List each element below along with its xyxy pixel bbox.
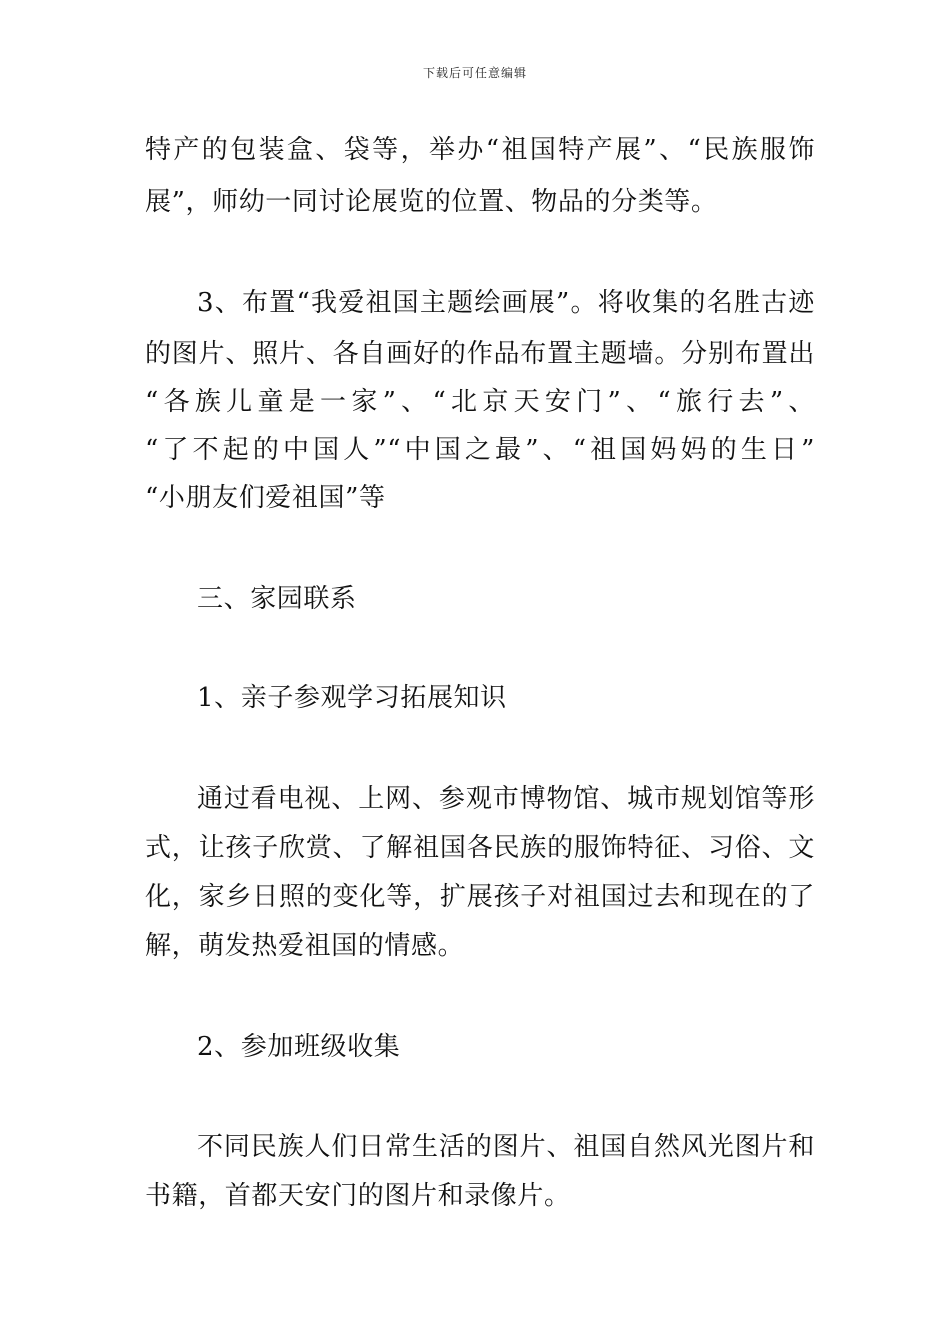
text-line: 式，让孩子欣赏、了解祖国各民族的服饰特征、习俗、文	[145, 833, 815, 863]
subsection-heading: 1、亲子参观学习拓展知识	[197, 683, 507, 713]
text-line: 解，萌发热爱祖国的情感。	[145, 931, 465, 961]
text-line: 的图片、照片、各自画好的作品布置主题墙。分别布置出	[145, 339, 815, 369]
text-line: 不同民族人们日常生活的图片、祖国自然风光图片和	[197, 1132, 815, 1162]
text-line: 展”，师幼一同讨论展览的位置、物品的分类等。	[145, 187, 718, 217]
text-line: 3、布置“我爱祖国主题绘画展”。将收集的名胜古迹	[197, 288, 815, 318]
text-line: 特产的包装盒、袋等，举办“祖国特产展”、“民族服饰	[145, 135, 815, 165]
text-line: “各族儿童是一家”、“北京天安门”、“旅行去”、	[145, 387, 815, 417]
section-heading: 三、家园联系	[197, 584, 357, 614]
text-line: 化，家乡日照的变化等，扩展孩子对祖国过去和现在的了	[145, 882, 815, 912]
text-line: 通过看电视、上网、参观市博物馆、城市规划馆等形	[197, 784, 815, 814]
text-line: “小朋友们爱祖国”等	[145, 483, 386, 513]
subsection-heading: 2、参加班级收集	[197, 1032, 401, 1062]
text-line: 书籍，首都天安门的图片和录像片。	[145, 1181, 571, 1211]
text-line: “了不起的中国人”“中国之最”、“祖国妈妈的生日”	[145, 435, 815, 465]
page-header: 下载后可任意编辑	[422, 66, 527, 80]
